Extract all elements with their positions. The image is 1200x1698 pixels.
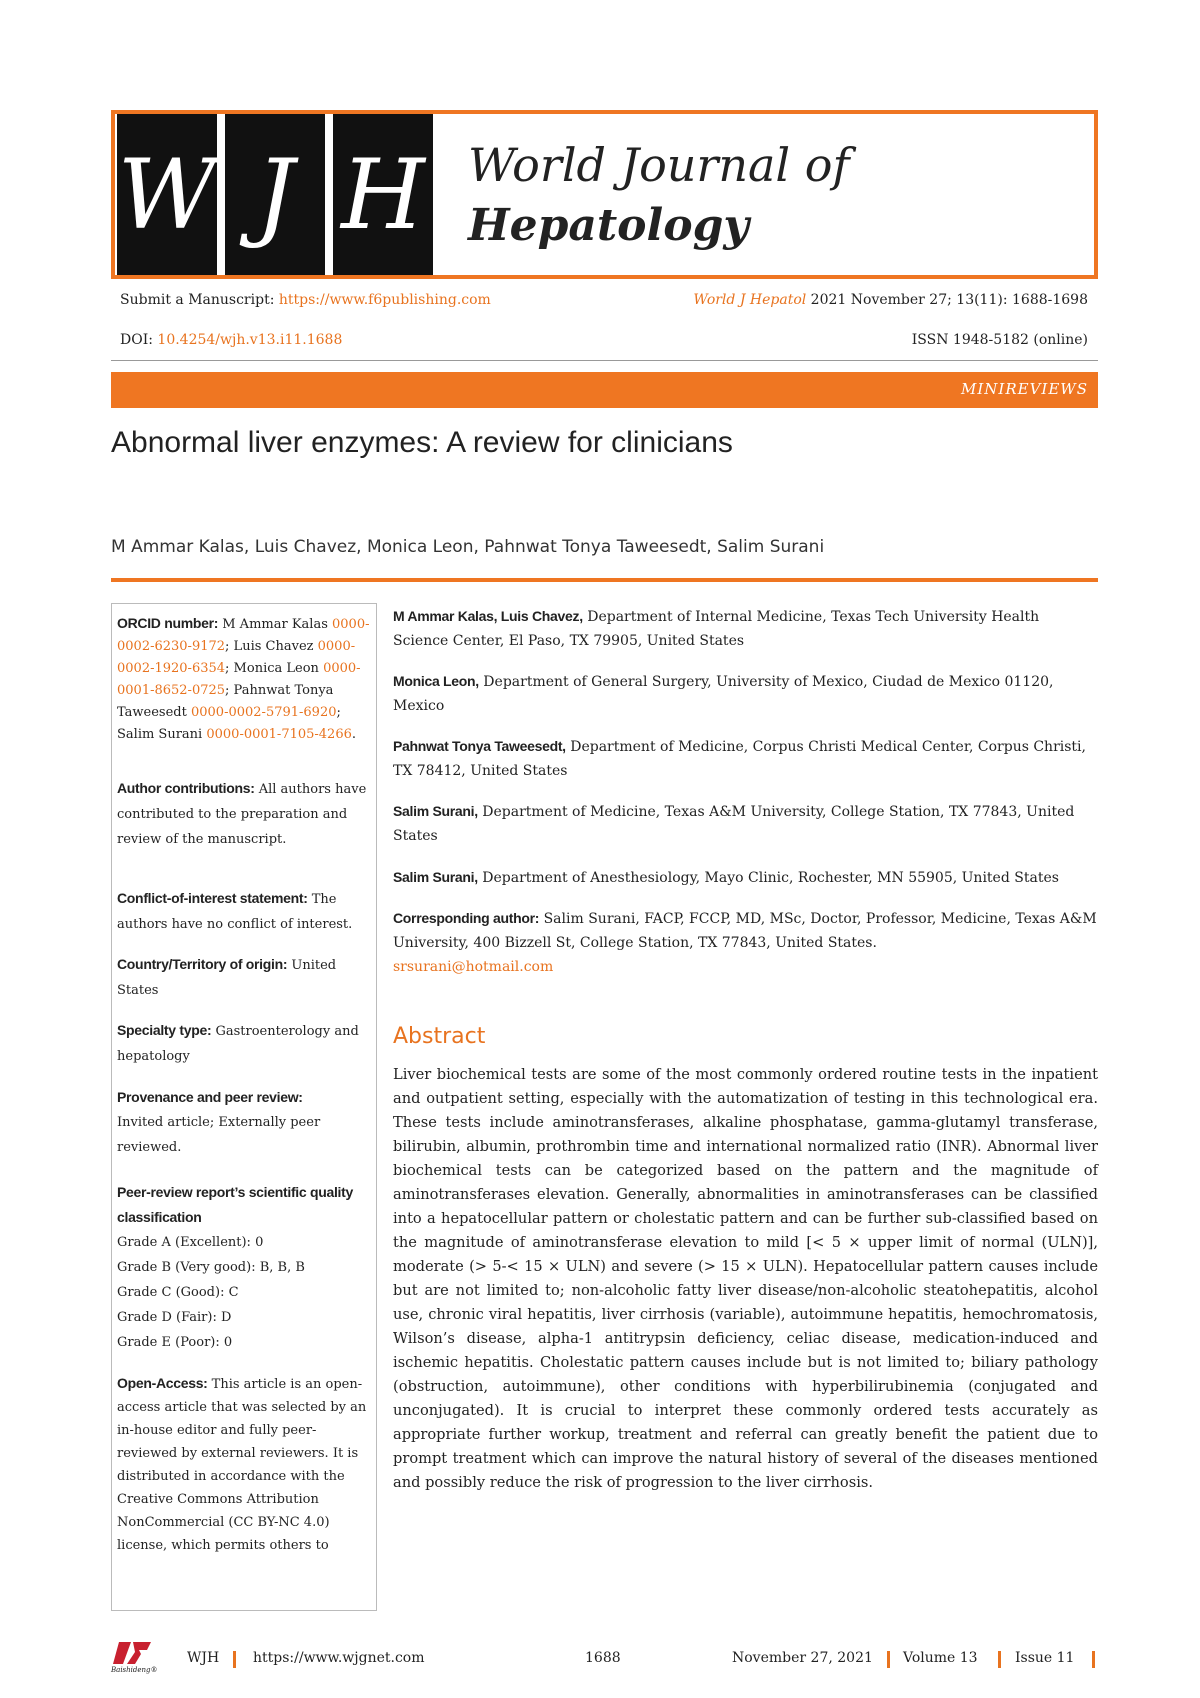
conflict-of-interest xyxy=(117,886,373,937)
orcid-name-4: ; Pahnwat Tonya Taweesedt xyxy=(117,683,334,720)
orcid-name-3: ; Monica Leon xyxy=(225,661,319,676)
open-access xyxy=(117,1372,373,1604)
affiliation-3 xyxy=(393,734,1098,783)
submit-link[interactable]: https://www.f6publishing.com xyxy=(278,292,491,308)
coi-label: Conflict-of-interest statement: xyxy=(117,890,308,906)
affiliation-2-text: Department of General Surgery, University of Mexico, Ciudad de Mexico 01120, Mexico xyxy=(393,674,1054,714)
provenance-text: Invited article; Externally peer reviewed. xyxy=(117,1115,321,1155)
affiliation-2-names: Monica Leon, xyxy=(393,673,479,689)
logo-letter-h: H xyxy=(333,114,433,275)
affiliation-1-text: Department of Internal Medicine, Texas Tech University Health Science Center, El Paso, TX 79905, United States xyxy=(393,609,1040,649)
title-rule xyxy=(111,578,1098,582)
grade-a: Grade A (Excellent): 0 xyxy=(117,1235,264,1250)
country-of-origin xyxy=(117,952,373,1003)
doi-link[interactable]: 10.4254/wjh.v13.i11.1688 xyxy=(157,332,343,348)
abstract-text: Liver biochemical tests are some of the most commonly ordered routine tests in the inpatient and outpatient setting, especially with the automatization of testing in this technological era. These tests include aminotransferases, alkaline phosphatase, gamma-glutamyl transferase, bilirubin, albumin, prothrombin time and international normalized ratio (INR). Abnormal liver biochemical tests can be categorized based on the pattern and the magnitude of aminotransferases elevation. Generally, abnormalities in aminotransferases can be classified into a hepatocellular pattern or cholestatic pattern and can be further sub-classified based on the magnitude of aminotransferase elevation to mild [< 5 × upper limit of normal (ULN)], moderate (> 5-< 15 × ULN) and severe (> 15 × ULN). Hepatocellular pattern causes include but are not limited to; non-alcoholic fatty liver disease/non-alcoholic steatohepatitis, alcohol use, chronic viral hepatitis, liver cirrhosis (variable), autoimmune hepatitis, hemochromatosis, Wilson’s disease, alpha-1 antitrypsin deficiency, celiac disease, medication-induced and ischemic hepatitis. Cholestatic pattern causes include but is not limited to; biliary pathology (obstruction, autoimmune), other conditions with hyperbilirubinemia (conjugated and unconjugated). It is crucial to interpret these commonly ordered tests accurately as appropriate further workup, treatment and referral can greatly benefit the patient due to prompt treatment which can improve the natural history of several of the diseases mentioned and possibly reduce the risk of progression to the liver cirrhosis. xyxy=(393,1066,1098,1491)
orcid-link-4[interactable]: 0000-0002-5791-6920 xyxy=(190,705,337,720)
footer-page-number: 1688 xyxy=(585,1650,621,1666)
corresponding-label: Corresponding author: xyxy=(393,910,540,926)
orcid-link-1[interactable]: 0000-0002-6230-9172 xyxy=(117,617,370,654)
coi-text: The authors have no conflict of interest. xyxy=(117,892,353,932)
grade-b: Grade B (Very good): B, B, B xyxy=(117,1260,305,1275)
footer-url[interactable]: https://www.wjgnet.com xyxy=(253,1650,425,1666)
specialty-type xyxy=(117,1018,373,1069)
footer-journal: WJH xyxy=(187,1650,220,1666)
citation-details: 2021 November 27; 13(11): 1688-1698 xyxy=(806,292,1088,308)
orcid-label: ORCID number: xyxy=(117,615,219,631)
corresponding-text: Salim Surani, FACP, FCCP, MD, MSc, Doctor, Professor, Medicine, Texas A&M University, 400 Bizzell St, College Station, TX 77843, United States. xyxy=(393,911,1097,951)
abstract-heading: Abstract xyxy=(393,1024,486,1049)
contrib-text: All authors have contributed to the preparation and review of the manuscript. xyxy=(117,782,367,847)
footer-date: November 27, 2021 xyxy=(732,1650,873,1666)
affiliation-5-names: Salim Surani, xyxy=(393,869,478,885)
footer-issue: Issue 11 xyxy=(1015,1650,1075,1666)
affiliation-5 xyxy=(393,865,1098,890)
affiliation-4 xyxy=(393,799,1098,848)
footer-volume: Volume 13 xyxy=(903,1650,978,1666)
submit-manuscript-line xyxy=(120,292,491,308)
logo-letter-w: W xyxy=(117,114,217,275)
peer-review-classification xyxy=(117,1180,373,1355)
doi-line xyxy=(120,332,342,348)
submit-label: Submit a Manuscript: xyxy=(120,292,279,308)
specialty-label: Specialty type: xyxy=(117,1022,212,1038)
open-access-label: Open-Access: xyxy=(117,1375,208,1391)
doi-label: DOI: xyxy=(120,332,158,348)
provenance xyxy=(117,1085,373,1160)
author-list: M Ammar Kalas, Luis Chavez, Monica Leon, Pahnwat Tonya Taweesedt, Salim Surani xyxy=(111,537,825,557)
open-access-text: This article is an open-access article that was selected by an in-house editor and fully peer-reviewed by external reviewers. It is distributed in accordance with the Creative Commons Attribution NonCommercial (CC BY-NC 4.0) license, which permits others to xyxy=(117,1377,367,1553)
orcid-block xyxy=(117,612,373,746)
publisher-logo-text: Baishideng® xyxy=(111,1666,158,1674)
affiliation-1-names: M Ammar Kalas, Luis Chavez, xyxy=(393,608,583,624)
orcid-name-5: ; Salim Surani xyxy=(117,705,341,742)
affiliation-4-names: Salim Surani, xyxy=(393,803,478,819)
footer-separator xyxy=(998,1651,1001,1668)
orcid-link-2[interactable]: 0000-0002-1920-6354 xyxy=(117,639,356,676)
affiliation-4-text: Department of Medicine, Texas A&M University, College Station, TX 77843, United States xyxy=(393,804,1075,844)
specialty-text: Gastroenterology and hepatology xyxy=(117,1024,359,1064)
logo-letter-j: J xyxy=(225,114,325,275)
citation-journal: World J Hepatol xyxy=(693,292,807,308)
journal-name-line1: World Journal of xyxy=(468,138,850,192)
orcid-end: . xyxy=(351,727,357,742)
citation-line xyxy=(693,292,1088,308)
header-divider xyxy=(111,360,1098,361)
corresponding-author xyxy=(393,906,1098,979)
country-text: United States xyxy=(117,958,337,998)
section-band xyxy=(111,372,1098,408)
footer-separator xyxy=(887,1651,890,1668)
affiliation-3-text: Department of Medicine, Corpus Christi Medical Center, Corpus Christi, TX 78412, United States xyxy=(393,739,1086,779)
affiliation-5-text: Department of Anesthesiology, Mayo Clinic, Rochester, MN 55905, United States xyxy=(477,870,1059,886)
section-label: MINIREVIEWS xyxy=(961,380,1088,398)
affiliation-2 xyxy=(393,669,1098,718)
issn: ISSN 1948-5182 (online) xyxy=(911,332,1088,348)
author-contributions xyxy=(117,776,373,852)
provenance-label: Provenance and peer review: xyxy=(117,1089,303,1105)
affiliation-3-names: Pahnwat Tonya Taweesedt, xyxy=(393,738,566,754)
article-title: Abnormal liver enzymes: A review for clinicians xyxy=(111,426,733,459)
publisher-logo xyxy=(111,1638,173,1678)
footer-separator xyxy=(233,1651,236,1668)
orcid-link-3[interactable]: 0000-0001-8652-0725 xyxy=(117,661,361,698)
grade-e: Grade E (Poor): 0 xyxy=(117,1335,233,1350)
footer-separator xyxy=(1092,1651,1095,1668)
grade-d: Grade D (Fair): D xyxy=(117,1310,232,1325)
orcid-name-2: ; Luis Chavez xyxy=(225,639,314,654)
orcid-name-1: M Ammar Kalas xyxy=(218,617,328,632)
country-label: Country/Territory of origin: xyxy=(117,956,288,972)
grade-c: Grade C (Good): C xyxy=(117,1285,239,1300)
journal-name-line2: Hepatology xyxy=(468,200,749,251)
orcid-link-5[interactable]: 0000-0001-7105-4266 xyxy=(206,727,352,742)
corresponding-email[interactable]: srsurani@hotmail.com xyxy=(393,959,554,975)
peer-review-label: Peer-review report’s scientific quality classification xyxy=(117,1184,353,1225)
affiliation-1 xyxy=(393,604,1098,653)
contrib-label: Author contributions: xyxy=(117,780,255,796)
